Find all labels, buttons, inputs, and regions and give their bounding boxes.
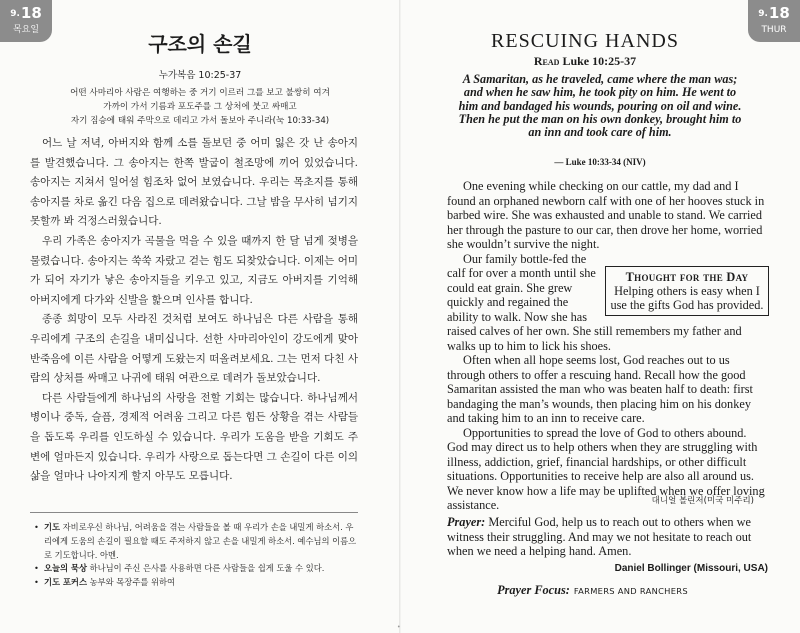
meditation-body-korean — [30, 134, 358, 487]
author-korean: 대니얼 볼린저(미국 미주리) — [651, 496, 754, 506]
scripture-verse-korean — [30, 86, 370, 128]
prayer-focus-english — [420, 581, 765, 599]
thought-text: Helping others is easy when I use the gifts God has provided. — [610, 283, 764, 312]
bullet-icon: • — [34, 577, 39, 588]
thought-title: Thought for the Day — [625, 269, 749, 284]
body-paragraph: 어느 날 저녁, 아버지와 함께 소를 돌보던 중 어미 잃은 갓 난 송아지를 발견했습니다. 그 송아지는 한쪽 발굽이 철조망에 끼어 있었습니다. 송아지는 지쳐서 일어설 힘조차 없어 보였습니다. 우리는 목초지를 통해 송아지를 차로 옮긴 다음 집으로 데려왔습니다. 그날 밤을 무사히 넘기지 못할까 봐 걱정스러웠습니다. — [30, 137, 358, 228]
prayer-text: 자비로우신 하나님, 어려움을 겪는 사람들을 볼 때 우리가 손을 내밀게 하소서. 우리에게 도움의 손길이 필요할 때도 주저하지 않고 손을 내밀게 하소서. 예수님의 이름으로 기도합니다. 아멘. — [44, 522, 357, 560]
tab-weekday: 목요일 — [12, 25, 40, 35]
prayer-section-korean — [34, 521, 360, 590]
scripture-reference-english — [420, 54, 750, 69]
date-tab-english — [748, 0, 800, 42]
body-paragraph: Often when all hope seems lost, God reaches out to us through others to offer a rescuing hand. Recall how the good Samaritan assisted the man who was beaten half to death: first bandaging the man’s wounds, then placing him on his donkey and taking him to an inn to receive care. — [447, 353, 753, 425]
prayer-item — [34, 521, 360, 562]
thought-item — [34, 562, 360, 576]
verse-citation: — Luke 10:33-34 (NIV) — [554, 157, 646, 167]
focus-label: Prayer Focus: — [497, 583, 570, 597]
prayer-text: Merciful God, help us to reach out to others when we witness their struggling. And may we not hesitate to reach out when we need a helping hand. Amen. — [447, 515, 752, 558]
tab-date: 9.18 — [10, 4, 42, 22]
page-marker: • — [397, 624, 401, 631]
verse-line: 자기 짐승에 태워 주막으로 데리고 가서 돌보아 주니라(눅 10:33-34) — [70, 116, 330, 126]
body-paragraph: Thought for the Day Helping others is easy when I use the gifts God has provided. Our family bottle-fed the calf for over a month until she could eat grain. She grew quickly and regained the ability to walk. Now she has raised calves of her own. She still remembers my father and walks up to him to lick his shoes. — [447, 252, 769, 354]
meditation-body-english — [447, 179, 769, 513]
page-title-korean: 구조의 손길 — [148, 32, 252, 56]
verse-line: 가까이 가서 기름과 포도주를 그 상처에 붓고 싸매고 — [103, 102, 297, 112]
focus-text: 농부와 목장주를 위하여 — [89, 577, 176, 588]
tab-date: 9.18 — [758, 4, 790, 22]
body-paragraph: Opportunities to spread the love of God to others abound. God may direct us to help others when they are struggling with illness, addiction, grief, financial hardships, or other difficult situations. Opportunities to receive help are also all around us. We never know how a life may be uplifted when we offer loving assistance. — [447, 425, 765, 512]
focus-label: 기도 포커스 — [44, 577, 87, 588]
book-gutter — [399, 0, 401, 633]
prayer-label: 기도 — [44, 522, 61, 532]
body-paragraph: 우리 가족은 송아지가 곡물을 먹을 수 있을 때까지 한 달 넘게 젖병을 물렸습니다. 송아지는 쑥쑥 자랐고 걷는 힘도 되찾았습니다. 이제는 어미가 되어 자기가 낳은 송아지들을 키우고 있고, 지금도 아버지를 기억해 아버지에게 다가와 신발을 핥으며 인사를 합니다. — [30, 234, 358, 306]
page-title-english: RESCUING HANDS — [491, 30, 679, 52]
read-ref: Luke 10:25-37 — [562, 54, 637, 68]
verse-line: 어떤 사마리아 사람은 여행하는 중 거기 이르러 그를 보고 불쌍히 여겨 — [70, 88, 330, 98]
focus-item — [34, 576, 360, 590]
thought-label: 오늘의 묵상 — [44, 563, 87, 574]
thought-box — [605, 266, 769, 316]
thought-text: 하나님이 주신 은사를 사용하면 다른 사람들을 쉽게 도울 수 있다. — [89, 563, 325, 574]
divider — [30, 512, 358, 513]
bullet-icon: • — [34, 563, 39, 574]
author-english: Daniel Bollinger (Missouri, USA) — [614, 563, 768, 574]
body-paragraph: 다른 사람들에게 하나님의 사랑을 전할 기회는 많습니다. 하나님께서 병이나 중독, 슬픔, 경제적 어려움 그리고 다른 힘든 상황을 겪는 사람들을 돕도록 우리를 인도하실 수 있습니다. 우리가 도움을 받을 기회도 주변에 얼마든지 있습니다. 우리가 사랑으로 돕는다면 그 손길이 다른 이의 삶을 얼마나 나아지게 할지 아무도 모릅니다. — [30, 391, 358, 483]
prayer-english — [447, 515, 769, 559]
scripture-reference-korean: 누가복음 10:25-37 — [158, 70, 242, 81]
tab-weekday: THUR — [761, 25, 787, 35]
prayer-label: Prayer: — [447, 515, 486, 529]
focus-text: FARMERS AND RANCHERS — [573, 586, 688, 596]
scripture-verse-english: A Samaritan, as he traveled, came where the man was; and when he saw him, he took pity on him. He went to him and bandaged his wounds, pouring on oil and wine. Then he put the man on his own donkey, brought him to an inn and took care of him. — [458, 72, 742, 140]
bullet-icon: • — [34, 522, 39, 532]
read-label: Read — [533, 54, 560, 68]
body-paragraph: One evening while checking on our cattle, my dad and I found an orphaned newborn calf with one of her hooves stuck in barbed wire. She was exhausted and unable to stand. We carried her through the pasture to our car, then drove her home, worried she wouldn’t survive the night. — [447, 179, 765, 251]
body-paragraph: 종종 희망이 모두 사라진 것처럼 보여도 하나님은 다른 사람을 통해 우리에게 구조의 손길을 내미십니다. 선한 사마리아인이 강도에게 맞아 반죽음에 이른 사람을 어떻게 도왔는지 떠올려보세요. 그는 먼저 다친 사람의 상처를 싸매고 나귀에 태워 여관으로 데려가 돌보았습니다. — [30, 313, 358, 385]
